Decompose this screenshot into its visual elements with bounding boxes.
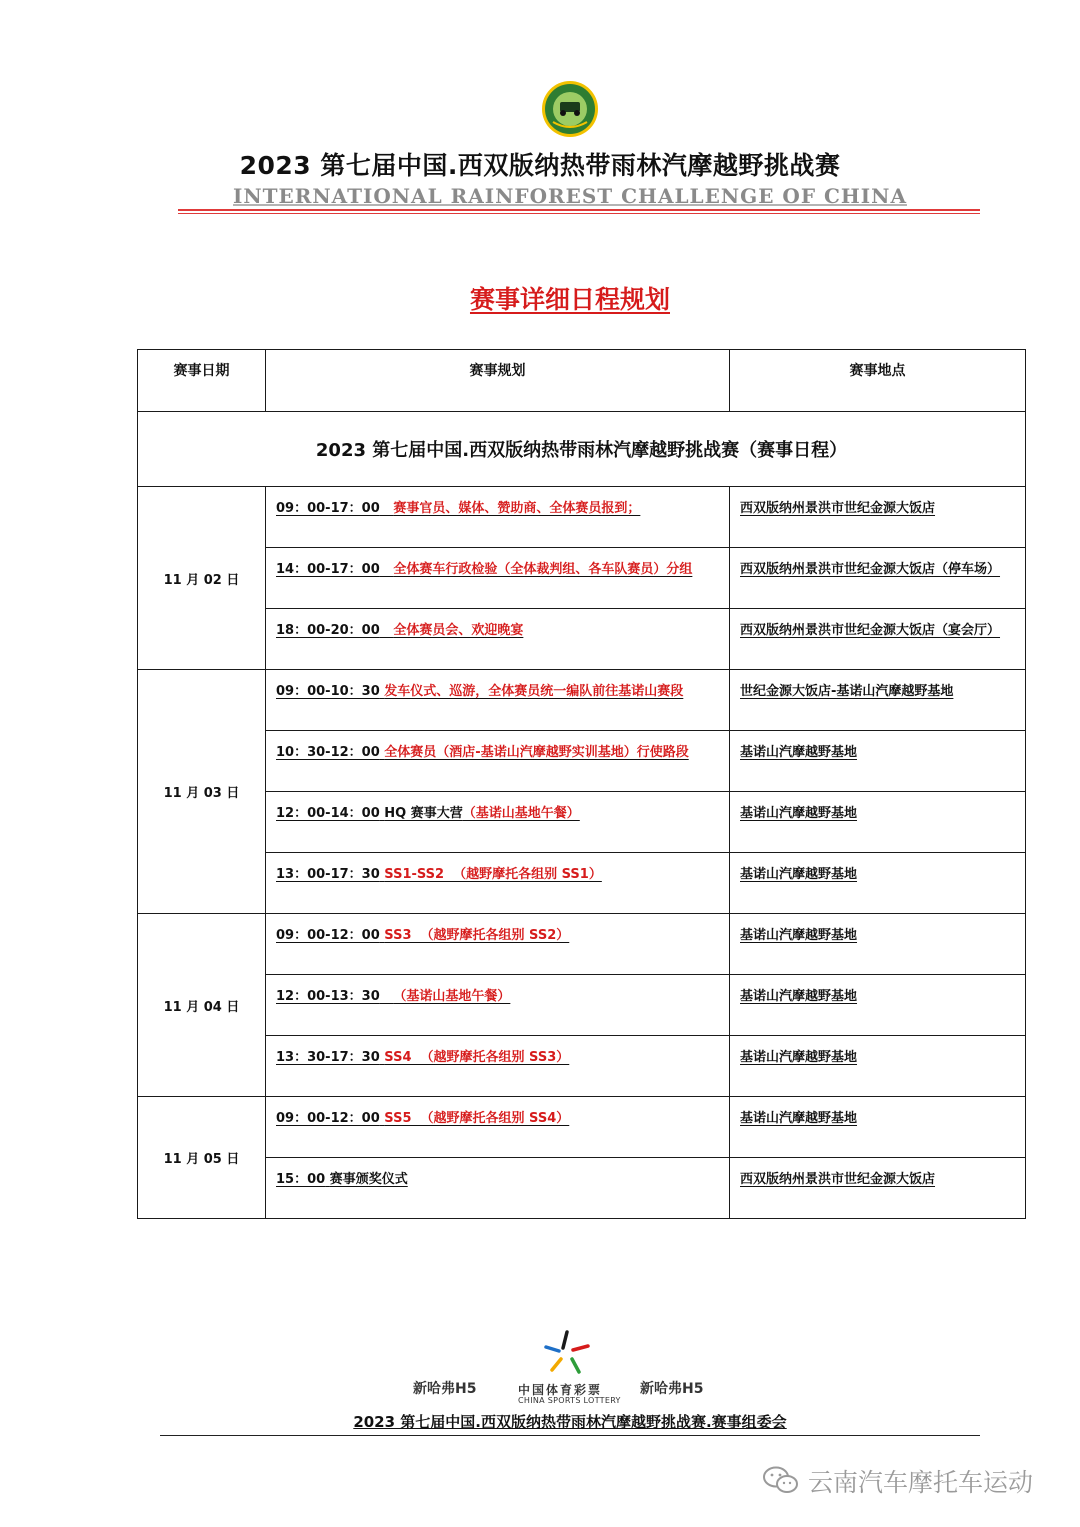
plan-underlined xyxy=(276,1172,408,1187)
plan-cell xyxy=(266,975,730,1036)
plan-time: 13：30-17：30 xyxy=(276,1050,380,1065)
plan-cell xyxy=(266,670,730,731)
plan-underlined xyxy=(276,501,640,516)
location-cell xyxy=(730,670,1026,731)
sponsor-lottery-english: CHINA SPORTS LOTTERY xyxy=(518,1396,621,1405)
plan-cell xyxy=(266,609,730,670)
location-text: 基诺山汽摩越野基地 xyxy=(740,745,858,760)
plan-time: 09：00-10：30 xyxy=(276,684,380,699)
plan-underlined xyxy=(276,806,580,821)
location-text: 基诺山汽摩越野基地 xyxy=(740,989,858,1004)
table-row xyxy=(138,914,1026,975)
location-text: 西双版纳州景洪市世纪金源大饭店 xyxy=(740,1172,936,1187)
plan-underlined xyxy=(276,1050,569,1065)
plan-text: 赛事颁奖仪式 xyxy=(329,1172,408,1187)
date-cell: 11 月 04 日 xyxy=(138,914,266,1097)
sponsor-lottery-name: 中国体育彩票 xyxy=(518,1383,603,1397)
table-row xyxy=(138,1158,1026,1219)
wechat-icon xyxy=(762,1465,800,1495)
location-cell xyxy=(730,792,1026,853)
location-text: 基诺山汽摩越野基地 xyxy=(740,1111,858,1126)
table-banner-row xyxy=(138,412,1026,487)
schedule-table xyxy=(137,349,1026,1219)
plan-time: 15：00 xyxy=(276,1172,326,1187)
plan-cell xyxy=(266,914,730,975)
plan-spacer xyxy=(380,501,394,516)
header-date: 赛事日期 xyxy=(138,350,266,412)
date-cell: 11 月 02 日 xyxy=(138,487,266,670)
table-row xyxy=(138,487,1026,548)
location-text: 西双版纳州景洪市世纪金源大饭店 xyxy=(740,501,936,516)
location-cell xyxy=(730,1158,1026,1219)
plan-time: 09：00-12：00 xyxy=(276,1111,380,1126)
plan-text-highlight: SS5 （越野摩托各组别 SS4） xyxy=(384,1111,570,1126)
challenge-logo xyxy=(541,80,599,138)
plan-cell xyxy=(266,1036,730,1097)
plan-underlined xyxy=(276,623,523,638)
date-cell: 11 月 05 日 xyxy=(138,1097,266,1219)
plan-text-highlight: 发车仪式、巡游，全体赛员统一编队前往基诺山赛段 xyxy=(384,684,684,699)
plan-time: 14：00-17：00 xyxy=(276,562,380,577)
location-text: 西双版纳州景洪市世纪金源大饭店（宴会厅） xyxy=(740,623,1001,638)
plan-cell xyxy=(266,487,730,548)
table-row xyxy=(138,548,1026,609)
table-row xyxy=(138,975,1026,1036)
table-banner: 2023 第七届中国.西双版纳热带雨林汽摩越野挑战赛（赛事日程） xyxy=(138,412,1026,487)
plan-text-highlight: 全体赛员会、欢迎晚宴 xyxy=(393,623,524,638)
header-plan: 赛事规划 xyxy=(266,350,730,412)
table-row xyxy=(138,792,1026,853)
table-row xyxy=(138,609,1026,670)
plan-cell xyxy=(266,1158,730,1219)
header-divider-thin xyxy=(178,213,980,214)
location-text: 基诺山汽摩越野基地 xyxy=(740,1050,858,1065)
plan-time: 09：00-12：00 xyxy=(276,928,380,943)
location-cell xyxy=(730,548,1026,609)
plan-text-highlight: 全体赛车行政检验（全体裁判组、各车队赛员）分组 xyxy=(393,562,693,577)
location-text: 基诺山汽摩越野基地 xyxy=(740,806,858,821)
plan-cell xyxy=(266,1097,730,1158)
plan-time: 13：00-17：30 xyxy=(276,867,380,882)
location-cell xyxy=(730,1097,1026,1158)
footer-divider xyxy=(160,1435,980,1436)
organizing-committee: 2023 第七届中国.西双版纳热带雨林汽摩越野挑战赛.赛事组委会 xyxy=(353,1413,787,1431)
plan-text-highlight: SS4 （越野摩托各组别 SS3） xyxy=(384,1050,570,1065)
plan-spacer xyxy=(380,623,394,638)
header-divider xyxy=(178,209,980,211)
sponsor-brand-right: 新哈弗H5 xyxy=(640,1381,704,1397)
location-text: 基诺山汽摩越野基地 xyxy=(740,928,858,943)
plan-time: 18：00-20：00 xyxy=(276,623,380,638)
page-subtitle: INTERNATIONAL RAINFOREST CHALLENGE OF CHINA xyxy=(233,184,907,208)
table-row xyxy=(138,1097,1026,1158)
location-text: 世纪金源大饭店-基诺山汽摩越野基地 xyxy=(740,684,954,699)
table-row xyxy=(138,1036,1026,1097)
plan-text: HQ 赛事大营 xyxy=(384,806,463,821)
table-row xyxy=(138,670,1026,731)
plan-cell xyxy=(266,731,730,792)
plan-cell xyxy=(266,548,730,609)
plan-underlined xyxy=(276,745,689,760)
plan-spacer xyxy=(380,562,394,577)
plan-text-highlight: （基诺山基地午餐） xyxy=(462,806,580,821)
plan-text-highlight: SS1-SS2 （越野摩托各组别 SS1） xyxy=(384,867,602,882)
plan-time: 10：30-12：00 xyxy=(276,745,380,760)
plan-underlined xyxy=(276,867,602,882)
plan-text-highlight: （基诺山基地午餐） xyxy=(393,989,511,1004)
plan-underlined xyxy=(276,928,569,943)
account-watermark: 云南汽车摩托车运动 xyxy=(808,1468,1034,1497)
table-row xyxy=(138,853,1026,914)
plan-text-highlight: 全体赛员（酒店-基诺山汽摩越野实训基地）行使路段 xyxy=(384,745,689,760)
date-cell: 11 月 03 日 xyxy=(138,670,266,914)
plan-text-highlight: SS3 （越野摩托各组别 SS2） xyxy=(384,928,570,943)
location-cell xyxy=(730,914,1026,975)
header-location: 赛事地点 xyxy=(730,350,1026,412)
location-text: 基诺山汽摩越野基地 xyxy=(740,867,858,882)
sponsor-brand-left: 新哈弗H5 xyxy=(413,1381,477,1397)
page-title: 2023 第七届中国.西双版纳热带雨林汽摩越野挑战赛 xyxy=(239,151,841,180)
location-cell xyxy=(730,853,1026,914)
plan-underlined xyxy=(276,989,510,1004)
plan-spacer xyxy=(380,989,394,1004)
table-row xyxy=(138,731,1026,792)
location-cell xyxy=(730,1036,1026,1097)
plan-cell xyxy=(266,853,730,914)
location-cell xyxy=(730,487,1026,548)
plan-time: 12：00-14：00 xyxy=(276,806,380,821)
plan-underlined xyxy=(276,1111,569,1126)
plan-underlined xyxy=(276,562,692,577)
plan-time: 09：00-17：00 xyxy=(276,501,380,516)
plan-cell xyxy=(266,792,730,853)
schedule-title: 赛事详细日程规划 xyxy=(469,285,670,314)
plan-time: 12：00-13：30 xyxy=(276,989,380,1004)
location-text: 西双版纳州景洪市世纪金源大饭店（停车场） xyxy=(740,562,1001,577)
location-cell xyxy=(730,609,1026,670)
sports-lottery-star-icon xyxy=(543,1330,591,1376)
plan-text-highlight: 赛事官员、媒体、赞助商、全体赛员报到； xyxy=(393,501,641,516)
location-cell xyxy=(730,975,1026,1036)
table-header-row xyxy=(138,350,1026,412)
location-cell xyxy=(730,731,1026,792)
plan-underlined xyxy=(276,684,683,699)
